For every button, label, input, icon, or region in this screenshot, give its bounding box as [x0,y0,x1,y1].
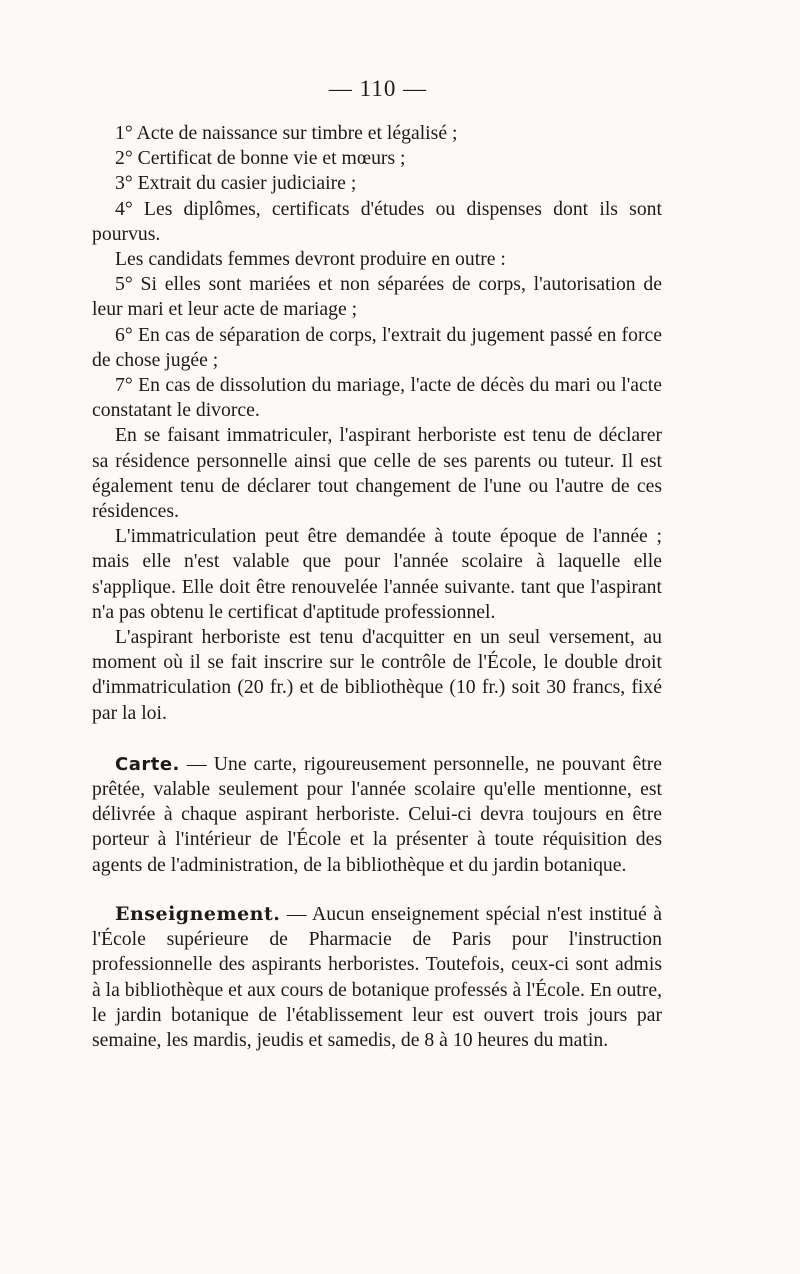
women-intro: Les candidats femmes devront produire en outre : [115,248,506,271]
immatriculation-paragraph: L'immatriculation peut être demandée à toute époque de l'année ; mais elle n'est valable que pour l'année scolaire à laquelle elle s'applique. Elle doit être renouvelée l'année suivante. tant que l'aspirant n'a pas obtenu le certificat d'aptitude professionnel. [92,525,662,623]
item-3: 3° Extrait du casier judiciaire ; [115,172,357,195]
page-number: — 110 — [328,76,428,101]
residence-paragraph: En se faisant immatriculer, l'aspirant herboriste est tenu de déclarer sa résidence personnelle ainsi que celle de ses parents ou tuteur. Il est également tenu de déclarer tout changement de l'une ou l'autre de ces résidences. [92,424,662,523]
item-7: 7° En cas de dissolution du mariage, l'acte de décès du mari ou l'acte constatant le divorce. [92,374,662,422]
enseignement-paragraph [92,902,662,1053]
carte-heading: Carte. [115,753,180,775]
carte-text: — Une carte, rigoureusement personnelle, ne pouvant être prêtée, valable seulement pour l'année scolaire qu'elle mentionne, est délivrée à chaque aspirant herboriste. Celui-ci devra toujours en être porteur à l'intérieur de l'École et la présenter à toute réquisition des agents de l'administration, de la bibliothèque et du jardin botanique. [92,752,662,876]
fees-paragraph: L'aspirant herboriste est tenu d'acquitter en un seul versement, au moment où il se fait inscrire sur le contrôle de l'École, le double droit d'immatriculation (20 fr.) et de bibliothèque (10 fr.) soit 30 francs, fixé par la loi. [92,626,662,724]
item-6: 6° En cas de séparation de corps, l'extrait du jugement passé en force de chose jugée ; [92,323,662,371]
enseignement-text: — Aucun enseignement spécial n'est institué à l'École supérieure de Pharmacie de Paris pour l'instruction professionnelle des aspirants herboristes. Toutefois, ceux-ci sont admis à la bibliothèque et aux cours de botanique professés à l'École. En outre, le jardin botanique de l'établissement leur est ouvert trois jours par semaine, les mardis, jeudis et samedis, de 8 à 10 heures du matin. [92,902,662,1051]
body-text [92,121,662,1053]
item-1: 1° Acte de naissance sur timbre et légalisé ; [115,122,458,144]
item-4: 4° Les diplômes, certificats d'études ou dispenses dont ils sont pourvus. [92,197,662,245]
item-2: 2° Certificat de bonne vie et mœurs ; [115,147,406,170]
item-5: 5° Si elles sont mariées et non séparées de corps, l'autorisation de leur mari et leur acte de mariage ; [92,273,662,321]
enseignement-heading: Enseignement. [115,902,281,925]
carte-paragraph [92,752,662,878]
section-gap [92,878,662,902]
section-gap [92,726,662,752]
